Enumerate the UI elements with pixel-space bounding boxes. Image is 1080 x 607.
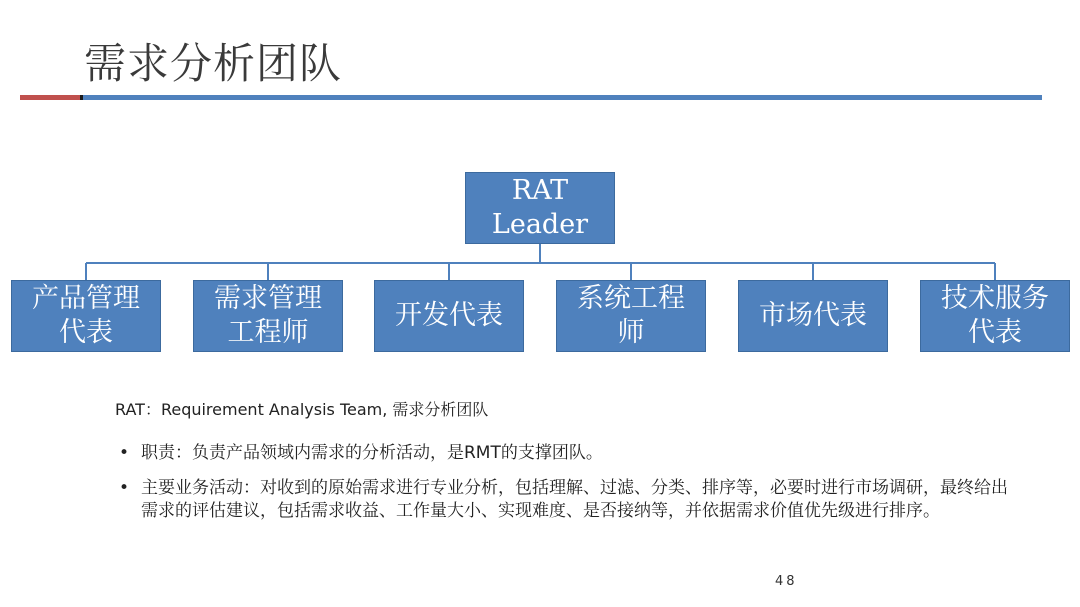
bullet-item-responsibility <box>115 442 1015 465</box>
org-box-leader <box>465 172 615 244</box>
org-box-tech-service-rep <box>920 280 1070 352</box>
org-box-systems-engineer <box>556 280 706 352</box>
body-text <box>115 398 1015 535</box>
org-box-line1: 系统工程 <box>577 283 685 314</box>
page-number: 48 <box>775 574 798 589</box>
org-box-line2: 师 <box>617 317 645 348</box>
leader-line2: Leader <box>491 209 589 240</box>
bullet-list <box>115 442 1015 523</box>
bullet-dot: • <box>119 443 130 463</box>
bullet-item-activities <box>115 477 1015 523</box>
leader-line1: RAT <box>511 175 569 206</box>
page-title: 需求分析团队 <box>84 39 343 88</box>
org-box-market-rep <box>738 280 888 352</box>
org-box-line2: 代表 <box>59 317 113 348</box>
org-box-product-manager <box>11 280 161 352</box>
org-box-line1: 技术服务 <box>941 283 1049 314</box>
org-box-requirements-engineer <box>193 280 343 352</box>
org-box-line1: 产品管理 <box>32 283 140 314</box>
bullet-text: 职责：负责产品领域内需求的分析活动，是RMT的支撑团队。 <box>141 443 603 463</box>
org-box-line1: 市场代表 <box>759 300 867 331</box>
org-box-line2: 代表 <box>968 317 1022 348</box>
org-box-line2: 工程师 <box>227 317 309 348</box>
org-box-dev-rep <box>374 280 524 352</box>
org-box-line1: 需求管理 <box>214 283 322 314</box>
bullet-dot: • <box>119 478 130 498</box>
rat-definition: RAT：Requirement Analysis Team, 需求分析团队 <box>115 400 489 419</box>
org-box-line1: 开发代表 <box>395 300 503 331</box>
bullet-text: 主要业务活动：对收到的原始需求进行专业分析，包括理解、过滤、分类、排序等，必要时进行市场调研，最终给出需求的评估建议，包括需求收益、工作量大小、实现难度、是否接纳等，并依据需求价值优先级进行排序。 <box>141 478 1008 521</box>
